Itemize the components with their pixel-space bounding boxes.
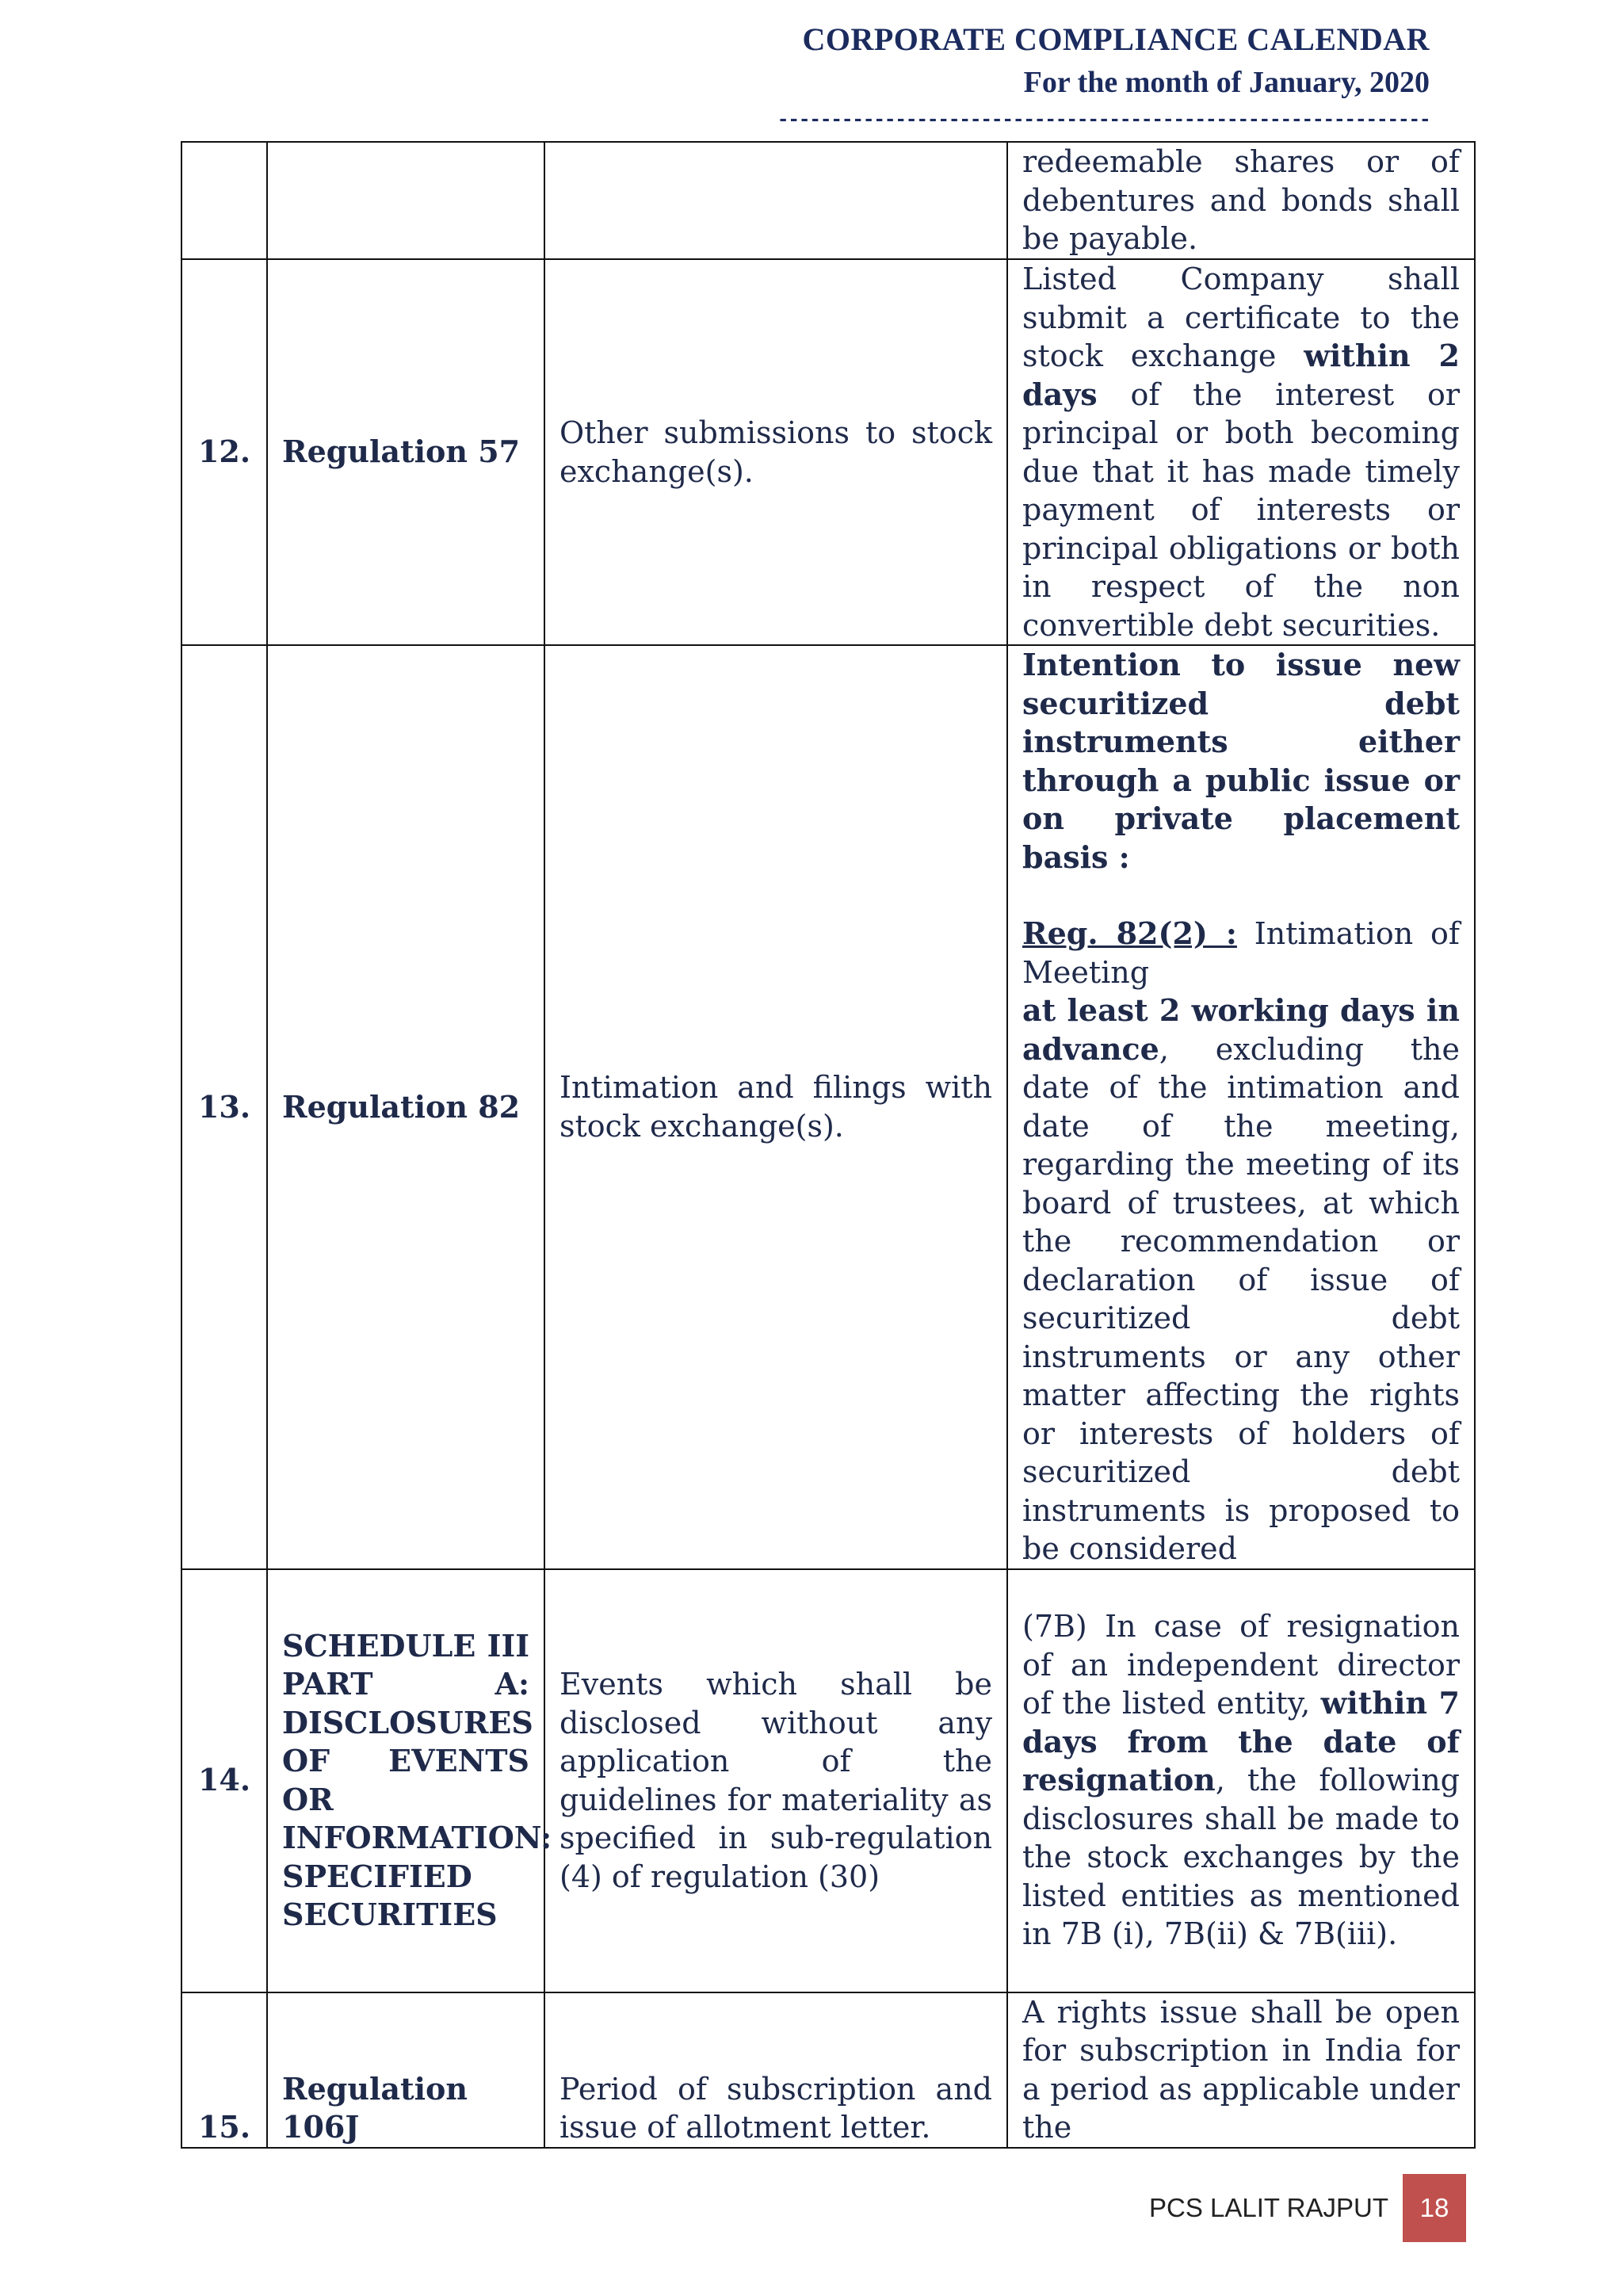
row-number: 14. bbox=[181, 1569, 267, 1992]
regulation-cell: Regulation 57 bbox=[267, 259, 544, 645]
deadline-text: within 7 days from the date of resignation bbox=[1022, 1685, 1460, 1798]
spacer bbox=[1022, 877, 1460, 915]
row-number: 15. bbox=[181, 1992, 267, 2148]
compliance-table bbox=[181, 141, 1476, 2149]
row-number bbox=[181, 142, 267, 259]
table-row bbox=[181, 259, 1475, 645]
deadline-text: within 2 days bbox=[1022, 338, 1460, 412]
table-row bbox=[181, 142, 1475, 259]
description-cell: Events which shall be disclosed without any application of the guidelines for materiality as specified in sub-regulation (4) of regulation (30) bbox=[544, 1569, 1007, 1992]
description-cell: Period of subscription and issue of allotment letter. bbox=[544, 1992, 1007, 2148]
details-paragraph bbox=[1022, 915, 1460, 1568]
deadline-text: at least 2 working days in advance bbox=[1022, 992, 1460, 1067]
author-name: PCS LALIT RAJPUT bbox=[1149, 2193, 1388, 2222]
description-cell: Intimation and filings with stock exchange(s). bbox=[544, 645, 1007, 1569]
regulation-cell bbox=[267, 1569, 552, 1992]
table-row bbox=[181, 1992, 1475, 2148]
regulation-reference: Reg. 82(2) : bbox=[1022, 915, 1237, 951]
document-title: CORPORATE COMPLIANCE CALENDAR bbox=[802, 21, 1430, 57]
details-cell bbox=[1007, 259, 1475, 645]
details-cell bbox=[1007, 1992, 1475, 2148]
details-heading: Intention to issue new securitized debt instruments either through a public issue or on private placement basis : bbox=[1022, 647, 1460, 875]
page-footer bbox=[1149, 2174, 1466, 2242]
row-number: 13. bbox=[181, 645, 267, 1569]
details-text: , excluding the date of the intimation and date of the meeting, regarding the meeting of its board of trustees, at which the recommendation or declaration of issue of securitized debt instruments or any other matter affecting the rights or interests of holders of securitized debt instruments is proposed to be considered bbox=[1022, 1031, 1460, 1566]
row-number: 12. bbox=[181, 259, 267, 645]
details-text: (7B) In case of resignation of an independent director of the listed entity, bbox=[1022, 1609, 1460, 1721]
details-text: A rights issue shall be open for subscription in India for a period as applicable under the bbox=[1022, 1994, 1460, 2145]
details-text: , the following disclosures shall be made to the stock exchanges by the listed entities as mentioned in 7B (i), 7B(ii) & 7B(iii). bbox=[1022, 1763, 1460, 1952]
page-header bbox=[777, 17, 1430, 132]
regulation-cell: Regulation 106J bbox=[267, 1992, 544, 2148]
page-number-badge: 18 bbox=[1403, 2174, 1466, 2242]
details-text: Intimation of Meeting bbox=[1022, 916, 1460, 990]
schedule-heading: SCHEDULE III PART A: DISCLOSURES OF EVENTS OR INFORMATION: SPECIFIED SECURITIES bbox=[282, 1627, 552, 1932]
document-subtitle: For the month of January, 2020 bbox=[1023, 66, 1430, 99]
description-cell bbox=[544, 142, 1007, 259]
regulation-cell bbox=[267, 142, 544, 259]
details-cell bbox=[1007, 1569, 1475, 1992]
details-text: Listed Company shall submit a certificate to the stock exchange bbox=[1022, 262, 1460, 373]
details-cell bbox=[1007, 142, 1475, 259]
description-cell: Other submissions to stock exchange(s). bbox=[544, 259, 1007, 645]
details-text: redeemable shares or of debentures and bonds shall be payable. bbox=[1022, 144, 1460, 257]
table-row bbox=[181, 1569, 1475, 1992]
details-text: of the interest or principal or both becoming due that it has made timely payment of interests or principal obligations or both in respect of the non convertible debt securities. bbox=[1022, 376, 1460, 643]
details-cell bbox=[1007, 645, 1475, 1569]
table-row bbox=[181, 645, 1475, 1569]
regulation-cell: Regulation 82 bbox=[267, 645, 544, 1569]
header-divider: ------------------------------------------------------------- bbox=[777, 108, 1430, 132]
